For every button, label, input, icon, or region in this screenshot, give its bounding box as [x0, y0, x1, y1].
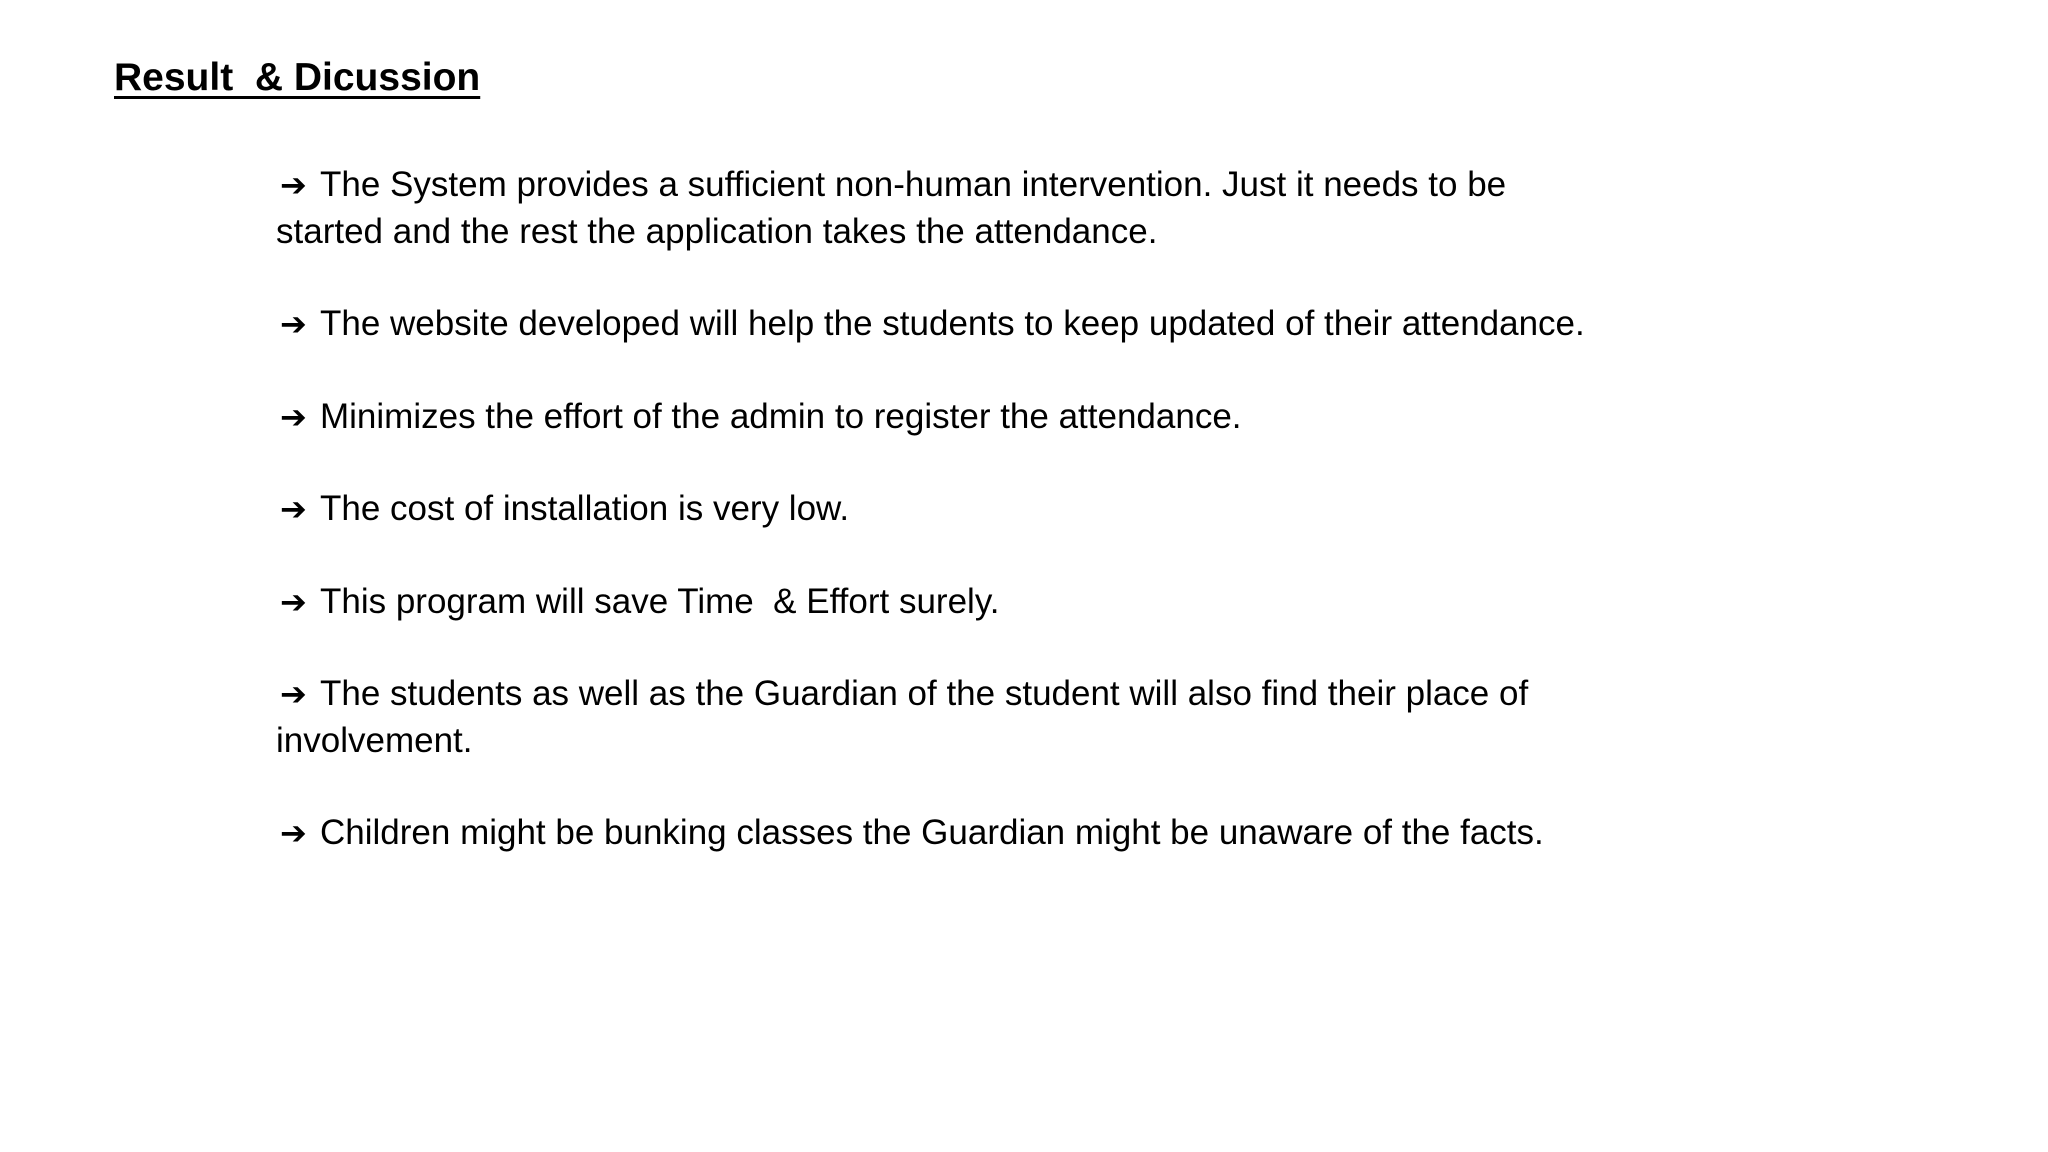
- arrow-icon: ➔: [280, 582, 307, 621]
- arrow-icon: ➔: [280, 490, 307, 528]
- bullet-item: [276, 394, 1656, 441]
- bullet-text: The System provides a sufficient non-human intervention. Just it needs to be started and the rest the application takes the attendance.: [276, 165, 1507, 251]
- bullet-text: The website developed will help the students to keep updated of their attendance.: [320, 304, 1585, 343]
- arrow-icon: ➔: [280, 814, 307, 852]
- bullet-text: This program will save Time & Effort surely.: [320, 581, 1000, 621]
- arrow-icon: ➔: [280, 675, 307, 713]
- bullet-text: Children might be bunking classes the Guardian might be unaware of the facts.: [320, 813, 1544, 852]
- bullet-item: [276, 810, 1656, 857]
- arrow-icon: ➔: [280, 397, 307, 436]
- bullet-item: [276, 301, 1656, 348]
- bullet-item: [276, 162, 1656, 255]
- bullet-text: The cost of installation is very low.: [320, 489, 850, 528]
- arrow-icon: ➔: [280, 166, 307, 204]
- bullet-item: [276, 579, 1656, 626]
- bullet-text: The students as well as the Guardian of the student will also find their place of involvement.: [276, 674, 1529, 760]
- bullet-list: [276, 162, 1656, 903]
- bullet-item: [276, 486, 1656, 533]
- bullet-text: Minimizes the effort of the admin to register the attendance.: [320, 396, 1242, 436]
- slide-title: Result & Dicussion: [114, 56, 481, 99]
- arrow-icon: ➔: [280, 305, 307, 343]
- bullet-item: [276, 671, 1656, 764]
